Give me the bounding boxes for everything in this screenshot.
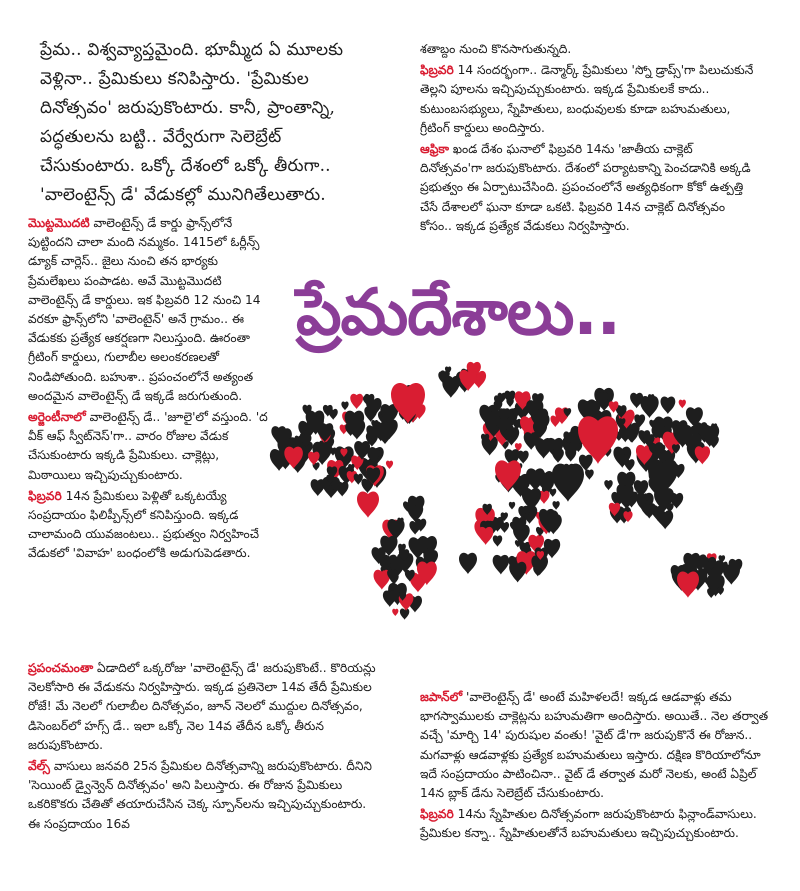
article-argentina	[28, 408, 270, 485]
map-heart	[329, 409, 338, 420]
article-wales-cont	[420, 40, 758, 59]
map-heart	[506, 398, 513, 407]
article-denmark	[420, 61, 758, 138]
article-lead: ఫిబ్రవరి	[28, 488, 62, 503]
heart-world-map	[268, 348, 768, 658]
map-heart	[717, 587, 724, 595]
article-lead: ఫిబ్రవరి	[420, 63, 454, 78]
bottom-left-column	[28, 659, 380, 834]
map-heart	[493, 535, 503, 546]
article-body: ఏడాదిలో ఒక్కరోజు 'వాలెంటైన్స్ డే' జరుపుకొంటే.. కొరియన్లు నెలకోసారి ఈ వేడుకను నిర్వహిస్తారు. ఇక్కడ ప్రతినెలా 14వ తేదీ ప్రేమికుల రోజే! మే నెలలో గులాబీల దినోత్సవం, జూన్ నెలలో ముద్దుల దినోత్సవం, డిసెంబర్‌లో హగ్స్ డే.. ఇలా ఒక్కో నెల 14వ తేదీన ఒక్కో తీరున జరుపుకొంటారు.	[28, 661, 376, 752]
article-body: 'వాలెంటైన్స్ డే' అంటే మహిళలదే! ఇక్కడ ఆడవాళ్లు తమ భాగస్వాములకు చాక్లెట్లను బహుమతిగా అందిస్తారు. అయితే.. నెల తర్వాత వచ్చే 'మార్చి 14' పురుషుల వంతు! 'వైట్ డే'గా జరుపుకొనే ఈ రోజున.. మగవాళ్లు ఆడవాళ్లకు ప్రత్యేక బహుమతులు ఇస్తారు. దక్షిణ కొరియాలోనూ ఇదే సంప్రదాయం పాటించినా.. వైట్ డే తర్వాత మరో నెలకు, అంటే ఏప్రిల్ 14న బ్లాక్ డేను సెలెబ్రేట్ చేసుకుంటారు.	[420, 690, 769, 801]
page-title: ప్రేమదేశాలు..	[296, 276, 620, 350]
map-heart-large	[552, 464, 584, 502]
map-heart-large	[459, 553, 477, 574]
intro-text: ప్రేమ.. విశ్వవ్యాప్తమైంది. భూమ్మీద ఏ మూలకు వెళ్లినా.. ప్రేమికులు కనిపిస్తారు. 'ప్రేమికుల దినోత్సవం' జరుపుకొంటారు. కానీ, ప్రాంతాన్ని, పద్ధతులను బట్టి.. వేర్వేరుగా సెలెబ్రేట్ చేసుకుంటారు. ఒక్కో దేశంలో ఒక్కో తీరుగా.. 'వాలెంటైన్స్ డే' వేడుకల్లో మునిగితేలుతారు.	[40, 40, 344, 205]
map-heart	[661, 396, 676, 414]
map-heart	[509, 502, 515, 510]
map-heart	[552, 501, 559, 510]
article-body: వాలెంటైన్స్ డే.. 'జూలై'లో వస్తుంది. 'ద వీక్ ఆఫ్ స్వీట్‌నెస్'గా.. వారం రోజుల వేడుక చేసుకుంటారు ఇక్కడి ప్రేమికులు. చాక్లెట్లు, మిఠాయిలు ఇచ్చిపుచ్చుకుంటారు.	[28, 410, 268, 482]
map-heart	[389, 573, 398, 584]
article-lead: ప్రపంచమంతా	[28, 661, 94, 675]
article-philippines	[28, 487, 270, 564]
article-ghana	[420, 140, 758, 236]
article-body: వాలెంటైన్స్ డే కార్డు ఫ్రాన్స్‌లోనే పుట్టిందని చాలా మంది నమ్మకం. 1415లో ఓర్లీన్స్ డ్యూక్ చార్లెస్.. జైలు నుంచి తన భార్యకు ప్రేమలేఖలు పంపాడట. అవే మొట్టమొదటి వాలెంటైన్స్ డే కార్డులు. ఇక ఫిబ్రవరి 12 నుంచి 14 వరకూ ఫ్రాన్స్‌లోని 'వాలెంటైన్' అనే గ్రామం.. ఈ వేడుకకు ప్రత్యేక ఆకర్షణగా నిలుస్తుంది. ఊరంతా గ్రీటింగ్ కార్డులు, గులాబీల అలంకరణలతో నిండిపోతుంది. బహుశా.. ప్రపంచంలోనే అత్యంత అందమైన వాలెంటైన్స్ డే ఇక్కడే జరుగుతుంది.	[28, 216, 261, 403]
map-heart	[604, 480, 613, 490]
map-heart	[552, 449, 564, 463]
right-column	[420, 40, 758, 236]
article-body: 14న ప్రేమికులు పెళ్లితో ఒక్కటయ్యే సంప్రదాయం ఫిలిప్పీన్స్‌లో కనిపిస్తుంది. ఇక్కడ చాలామంది యువజంటలు.. ప్రభుత్వం నిర్వహించే వేడుకలో 'వివాహ' బంధంలోకి అడుగుపెడతారు.	[28, 488, 259, 561]
map-heart	[679, 400, 686, 409]
article-lead: ఆఫ్రికా	[420, 142, 449, 157]
map-heart	[383, 591, 397, 607]
map-heart	[386, 461, 393, 470]
map-heart	[341, 402, 348, 411]
map-heart	[478, 527, 493, 545]
map-heart	[500, 522, 509, 533]
article-body: శతాబ్దం నుంచి కొనసాగుతున్నది.	[420, 42, 572, 56]
article-lead: వేల్స్	[28, 759, 51, 774]
article-body: ఖండ దేశం ఘనాలో ఫిబ్రవరి 14ను 'జాతీయ చాక్లెట్ దినోత్సవం'గా జరుపుకొంటారు. దేశంలో పర్యాటకాన్ని పెంచడానికి అక్కడి ప్రభుత్వం ఈ ఏర్పాటుచేసింది. ప్రపంచంలోనే అత్యధికంగా కోకో ఉత్పత్తి చేసే దేశాలలో ఘనా కూడా ఒకటి. ఫిబ్రవరి 14న చాక్లెట్ దినోత్సవం కోసం.. ఇక్కడ ప్రత్యేక వేడుకలు నిర్వహిస్తారు.	[420, 142, 751, 233]
map-heart	[408, 504, 424, 523]
map-heart	[493, 555, 510, 575]
map-heart	[643, 503, 656, 518]
article-wales	[28, 757, 380, 834]
article-france	[28, 214, 270, 406]
map-heart-large	[357, 492, 379, 518]
article-lead: ఫిబ్రవరి	[420, 807, 454, 822]
map-heart	[350, 394, 363, 409]
article-japan	[420, 688, 780, 803]
map-heart	[707, 588, 715, 598]
article-body: 14ను స్నేహితుల దినోత్సవంగా జరుపుకొంటారు ఫిన్లాండ్‌వాసులు. ప్రేమికుల కన్నా.. స్నేహితులతోనే బహుమతులు ఇచ్చిపుచ్చుకుంటారు.	[420, 807, 757, 841]
map-heart	[392, 609, 398, 616]
bottom-right-column	[420, 688, 780, 844]
left-column	[28, 214, 270, 564]
map-heart	[311, 479, 325, 496]
article-korea	[28, 659, 380, 755]
map-heart	[549, 489, 556, 497]
map-heart	[657, 510, 673, 529]
map-heart	[585, 469, 594, 479]
map-heart	[626, 429, 638, 443]
article-lead: అర్జెంటీనాలో	[28, 410, 86, 425]
article-lead: మొట్టమొదటి	[28, 216, 90, 230]
article-body: వాసులు జనవరి 25న ప్రేమికుల దినోత్సవాన్ని జరుపుకొంటారు. దీనిని 'సెయింట్ డ్వైన్వెన్ దినోత్సవం' అని పిలుస్తారు. ఈ రోజున ప్రేమికులు ఒకరికొకరు చేతితో తయారుచేసిన చెక్క స్పూన్‌లను ఇచ్చిపుచ్చుకుంటారు. ఈ సంప్రదాయం 16వ	[28, 759, 372, 831]
map-heart	[509, 562, 526, 583]
article-lead: జపాన్‌లో	[420, 690, 463, 704]
map-heart	[409, 521, 420, 535]
article-finland	[420, 805, 780, 843]
map-heart	[400, 609, 409, 620]
article-body: 14 సందర్భంగా.. డెన్మార్క్ ప్రేమికులు 'స్నో డ్రాప్స్'గా పిలుచుకునే తెల్లని పూలను ఇచ్చిపుచ్చుకుంటారు. ఇక్కడ ప్రేమికులకే కాదు.. కుటుంబసభ్యులు, స్నేహితులు, బంధువులకు కూడా బహుమతులు, గ్రీటింగ్ కార్డులు అందిస్తారు.	[420, 63, 754, 135]
map-heart-large	[677, 572, 699, 598]
map-hearts	[270, 362, 742, 620]
